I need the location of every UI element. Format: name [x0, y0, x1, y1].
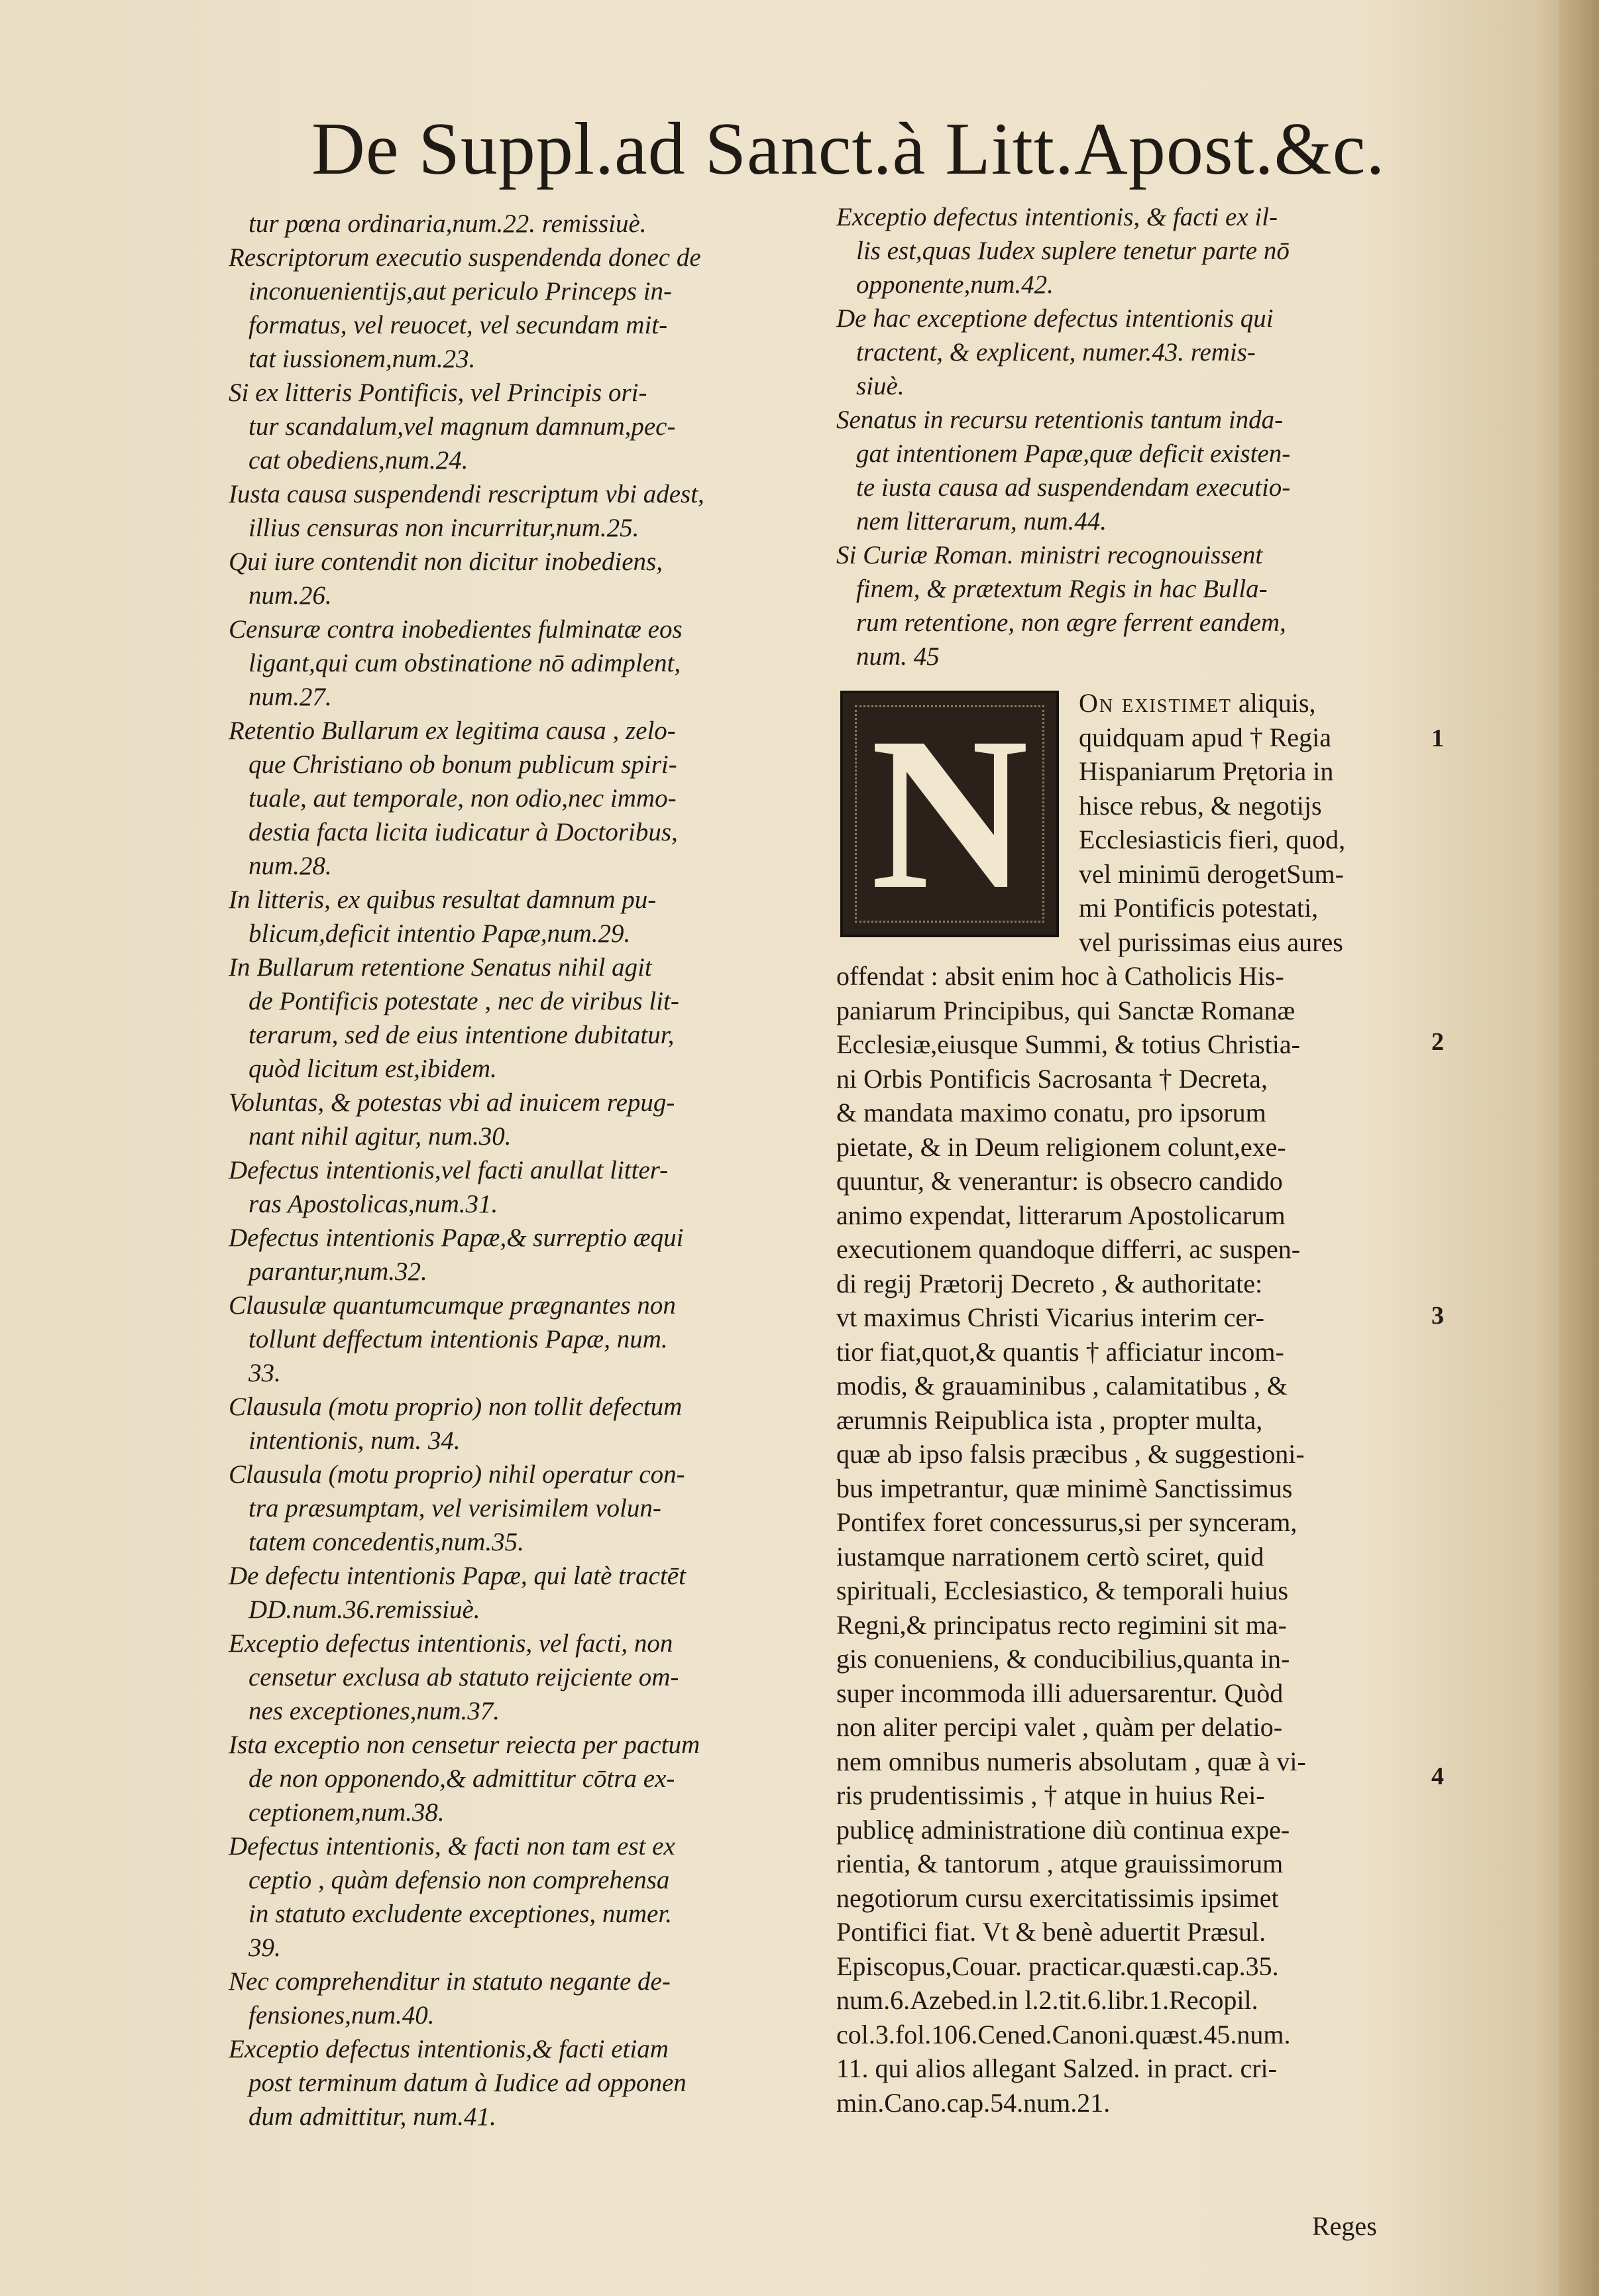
- summary-line: ras Apostolicas,num.31.: [248, 1190, 498, 1218]
- summary-line: fensiones,num.40.: [248, 2001, 435, 2030]
- summary-line: tollunt deffectum intentionis Papæ, num.: [248, 1325, 668, 1353]
- body-line: non aliter percipi valet , quàm per delatio-: [836, 1712, 1283, 1742]
- summary-line: tractent, & explicent, numer.43. remis-: [856, 338, 1256, 367]
- body-line: mi Pontificis potestati,: [1079, 893, 1319, 923]
- margin-number: 2: [1431, 1028, 1444, 1056]
- summary-line: quòd licitum est,ibidem.: [248, 1055, 497, 1083]
- summary-line: terarum, sed de eius intentione dubitatur,: [248, 1021, 675, 1049]
- summary-line: blicum,deficit intentio Papæ,num.29.: [248, 919, 631, 948]
- body-line: paniarum Principibus, qui Sanctæ Romanæ: [836, 995, 1296, 1025]
- summary-line: 39.: [248, 1933, 281, 1962]
- summary-line: ceptio , quàm defensio non comprehensa: [248, 1866, 670, 1894]
- summary-line: inconuenientijs,aut periculo Princeps in-: [248, 277, 673, 306]
- running-title: De Suppl.ad Sanct.à Litt.Apost.&c.: [311, 108, 1386, 190]
- body-line: col.3.fol.106.Cened.Canoni.quæst.45.num.: [836, 2019, 1291, 2049]
- body-line: Hispaniarum Prętoria in: [1079, 756, 1334, 786]
- margin-number: 4: [1431, 1762, 1444, 1790]
- summary-line: tatem concedentis,num.35.: [248, 1528, 524, 1556]
- summary-line: ligant,qui cum obstinatione nō adimplent,: [248, 649, 681, 677]
- body-line: 11. qui alios allegant Salzed. in pract. cri-: [836, 2053, 1277, 2083]
- summary-line: te iusta causa ad suspendendam executio-: [856, 473, 1291, 502]
- body-line: ærumnis Reipublica ista , propter multa,: [836, 1405, 1263, 1435]
- body-line: offendat : absit enim hoc à Catholicis His-: [836, 961, 1284, 991]
- body-line: Regni,& principatus recto regimini sit ma-: [836, 1609, 1287, 1640]
- summary-line: de Pontificis potestate , nec de viribus lit-: [248, 987, 679, 1015]
- summary-line: In litteris, ex quibus resultat damnum pu-: [229, 886, 657, 914]
- body-line: vel minimū derogetSum-: [1079, 858, 1344, 889]
- summary-line: que Christiano ob bonum publicum spiri-: [248, 750, 677, 779]
- summary-line: 33.: [248, 1359, 281, 1387]
- summary-line: Clausula (motu proprio) nihil operatur con-: [229, 1460, 685, 1489]
- body-line: animo expendat, litterarum Apostolicarum: [836, 1200, 1286, 1230]
- summary-line: Defectus intentionis Papæ,& surreptio æqui: [229, 1224, 684, 1252]
- body-line: negotiorum cursu exercitatissimis ipsimet: [836, 1882, 1279, 1913]
- body-line: tior fiat,quot,& quantis † afficiatur incom-: [836, 1336, 1284, 1367]
- summary-line: tat iussionem,num.23.: [248, 345, 476, 373]
- summary-line: Exceptio defectus intentionis, vel facti, non: [229, 1629, 673, 1658]
- summary-line: tur pœna ordinaria,num.22. remissiuè.: [248, 209, 647, 238]
- summary-line: num.28.: [248, 852, 332, 880]
- summary-line: finem, & prætextum Regis in hac Bulla-: [856, 575, 1268, 603]
- summary-line: siuè.: [856, 372, 905, 400]
- summary-line: cat obediens,num.24.: [248, 446, 469, 475]
- summary-line: Rescriptorum executio suspendenda donec de: [229, 243, 701, 272]
- summary-line: tuale, aut temporale, non odio,nec immo-: [248, 784, 677, 813]
- summary-line: Retentio Bullarum ex legitima causa , zelo-: [229, 717, 676, 745]
- summary-line: Voluntas, & potestas vbi ad inuicem repug-: [229, 1088, 675, 1117]
- summary-line: DD.num.36.remissiuè.: [248, 1595, 480, 1624]
- first-line-rest: aliquis,: [1231, 688, 1316, 718]
- body-first-line: [836, 686, 1419, 720]
- body-line: & mandata maximo conatu, pro ipsorum: [836, 1098, 1266, 1127]
- body-line: min.Cano.cap.54.num.21.: [836, 2087, 1111, 2118]
- summary-line: Clausulæ quantumcumque prægnantes non: [229, 1291, 676, 1320]
- summary-line: opponente,num.42.: [856, 270, 1054, 299]
- summary-line: Censuræ contra inobedientes fulminatæ eos: [229, 615, 683, 644]
- body-line: nem omnibus numeris absolutam , quæ à vi-: [836, 1746, 1306, 1776]
- summary-line: gat intentionem Papæ,quæ deficit existen-: [856, 439, 1291, 468]
- first-word: On existimet: [1079, 688, 1232, 718]
- summary-line: Defectus intentionis, & facti non tam est ex: [229, 1832, 675, 1861]
- body-line: pietate, & in Deum religionem colunt,exe-: [836, 1131, 1286, 1162]
- summary-line: Clausula (motu proprio) non tollit defectum: [229, 1393, 683, 1421]
- body-line: gis conueniens, & conducibilius,quanta in-: [836, 1644, 1290, 1674]
- summary-line: in statuto excludente exceptiones, numer.: [248, 1900, 672, 1928]
- body-line: rientia, & tantorum , atque grauissimorum: [836, 1849, 1284, 1878]
- summary-line: parantur,num.32.: [248, 1257, 427, 1286]
- summary-line: Si ex litteris Pontificis, vel Principis ori-: [229, 378, 647, 407]
- body-line: super incommoda illi aduersarentur. Quòd: [836, 1678, 1284, 1708]
- body-line: num.6.Azebed.in l.2.tit.6.libr.1.Recopil.: [836, 1985, 1258, 2015]
- summary-line: formatus, vel reuocet, vel secundam mit-: [248, 311, 668, 339]
- margin-number: 3: [1431, 1302, 1444, 1330]
- summary-line: Exceptio defectus intentionis,& facti etiam: [229, 2035, 669, 2063]
- summary-line: tur scandalum,vel magnum damnum,pec-: [248, 412, 676, 441]
- body-line: modis, & grauaminibus , calamitatibus , &: [836, 1371, 1288, 1401]
- initial-letter: N: [870, 693, 1029, 935]
- summary-line: Ista exceptio non censetur reiecta per pactum: [229, 1731, 700, 1759]
- summary-line: De hac exceptione defectus intentionis qui: [836, 304, 1274, 333]
- page-gutter-shadow: [1559, 0, 1599, 2296]
- summary-line: num. 45: [856, 642, 940, 671]
- summary-line: post terminum datum à Iudice ad opponen: [248, 2069, 687, 2097]
- body-line: iustamque narrationem certò sciret, quid: [836, 1541, 1264, 1572]
- summary-line: destia facta licita iudicatur à Doctoribus,: [248, 818, 678, 846]
- body-line: vel purissimas eius aures: [1079, 927, 1343, 957]
- summary-line: num.26.: [248, 581, 332, 610]
- summary-line: nant nihil agitur, num.30.: [248, 1122, 512, 1151]
- summary-line: tra præsumptam, vel verisimilem volun-: [248, 1494, 661, 1522]
- body-line: hisce rebus, & negotijs: [1079, 790, 1322, 821]
- summary-line: Nec comprehenditur in statuto negante de-: [229, 1967, 671, 1996]
- body-line: executionem quandoque differri, ac suspen-: [836, 1234, 1301, 1264]
- summary-line: num.27.: [248, 683, 332, 711]
- summary-line: De defectu intentionis Papæ, qui latè tractēt: [229, 1562, 686, 1590]
- body-line: Ecclesiasticis fieri, quod,: [1079, 825, 1346, 854]
- summary-line: In Bullarum retentione Senatus nihil agit: [229, 953, 652, 982]
- body-line: Ecclesiæ,eiusque Summi, & totius Christia-: [836, 1029, 1300, 1059]
- summary-line: Qui iure contendit non dicitur inobediens,: [229, 547, 663, 576]
- body-line: spirituali, Ecclesiastico, & temporali huius: [836, 1576, 1289, 1605]
- summary-line: rum retentione, non ægre ferrent eandem,: [856, 608, 1286, 637]
- body-line: ris prudentissimis , † atque in huius Rei-: [836, 1780, 1265, 1810]
- summary-line: Si Curiæ Roman. ministri recognouissent: [836, 541, 1263, 569]
- summary-line: dum admittitur, num.41.: [248, 2102, 496, 2131]
- catchword: Reges: [1312, 2211, 1377, 2241]
- body-line: bus impetrantur, quæ minimè Sanctissimus: [836, 1473, 1293, 1503]
- summary-line: censetur exclusa ab statuto reijciente om-: [248, 1663, 679, 1692]
- body-line: vt maximus Christi Vicarius interim cer-: [836, 1302, 1264, 1332]
- body-line: Pontifici fiat. Vt & benè aduertit Præsul.: [836, 1917, 1266, 1947]
- main-text: [836, 686, 1419, 2120]
- summary-column-left: [229, 207, 808, 2134]
- body-line: Pontifex foret concessurus,si per synceram,: [836, 1507, 1297, 1537]
- summary-line: nes exceptiones,num.37.: [248, 1697, 500, 1725]
- margin-number: 1: [1431, 724, 1444, 752]
- summary-column-right: [836, 200, 1411, 673]
- summary-line: Exceptio defectus intentionis, & facti ex il-: [836, 203, 1278, 231]
- body-line: di regij Prætorij Decreto , & authoritate:: [836, 1268, 1263, 1298]
- body-line: Episcopus,Couar. practicar.quæsti.cap.35.: [836, 1951, 1279, 1981]
- body-line: quæ ab ipso falsis præcibus , & suggestioni-: [836, 1439, 1305, 1469]
- summary-line: nem litterarum, num.44.: [856, 507, 1107, 536]
- summary-line: intentionis, num. 34.: [248, 1426, 461, 1455]
- summary-line: lis est,quas Iudex suplere tenetur parte nō: [856, 237, 1290, 265]
- summary-line: Iusta causa suspendendi rescriptum vbi adest,: [229, 480, 704, 508]
- body-line: quuntur, & venerantur: is obsecro candido: [836, 1166, 1283, 1196]
- body-line: quidquam apud † Regia: [1079, 722, 1332, 752]
- summary-line: Defectus intentionis,vel facti anullat litter-: [229, 1156, 669, 1184]
- body-line: publicę administratione diù continua expe-: [836, 1814, 1290, 1845]
- body-line: ni Orbis Pontificis Sacrosanta † Decreta,: [836, 1063, 1268, 1094]
- summary-line: ceptionem,num.38.: [248, 1798, 445, 1827]
- summary-line: Senatus in recursu retentionis tantum inda-: [836, 406, 1284, 434]
- summary-line: de non opponendo,& admittitur cōtra ex-: [248, 1764, 675, 1793]
- summary-line: illius censuras non incurritur,num.25.: [248, 514, 639, 542]
